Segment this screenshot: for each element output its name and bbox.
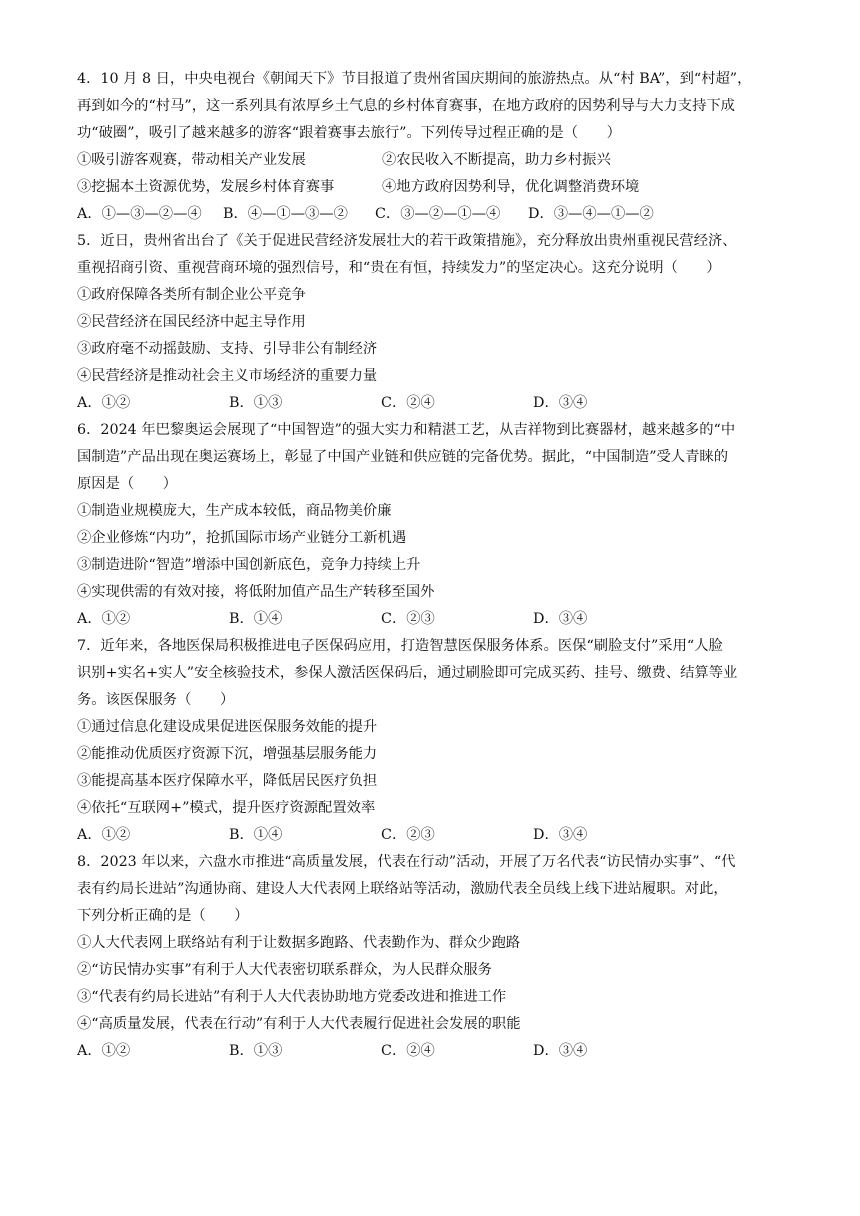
question-stem-line: 下列分析正确的是（ ）	[77, 908, 249, 924]
statement-item: ①人大代表网上联络站有利于让数据多跑路、代表勤作为、群众少跑路	[77, 935, 521, 951]
option-a: A．①②	[77, 827, 131, 843]
statement-item: ③制造进阶“智造”增添中国创新底色，竞争力持续上升	[77, 557, 421, 573]
answer-options	[77, 390, 787, 417]
option-d: D．③④	[533, 827, 588, 843]
exam-page	[77, 66, 787, 1065]
question-stem-line: 重视招商引资、重视营商环境的强烈信号，和“贵在有恒，持续发力”的坚定决心。这充分说明（ ）	[77, 260, 721, 276]
statement-item: ①政府保障各类所有制企业公平竞争	[77, 287, 306, 303]
statement-row	[77, 174, 787, 201]
answer-options	[77, 822, 787, 849]
option-b: B．①③	[229, 395, 283, 411]
option-a: A．①②	[77, 611, 131, 627]
statement-item: ④依托“互联网+”模式，提升医疗资源配置效率	[77, 800, 376, 816]
statement-item: ③能提高基本医疗保障水平，降低居民医疗负担	[77, 773, 378, 789]
option-c: C．②③	[381, 611, 435, 627]
statement-item: ①通过信息化建设成果促进医保服务效能的提升	[77, 719, 378, 735]
question-stem-line: 4．10 月 8 日，中央电视台《朝闻天下》节目报道了贵州省国庆期间的旅游热点。从“村 BA”，到“村超”，	[77, 71, 752, 87]
option-d: D．③④	[533, 611, 588, 627]
question-5	[77, 228, 787, 417]
option-c: C．②④	[381, 395, 435, 411]
answer-options	[77, 606, 787, 633]
statement-item: ③挖掘本土资源优势，发展乡村体育赛事	[77, 179, 335, 195]
option-a: A．①②	[77, 1043, 131, 1059]
statement-item: ②“访民情办实事”有利于人大代表密切联系群众，为人民群众服务	[77, 962, 492, 978]
option-b: B．①④	[229, 827, 283, 843]
question-8	[77, 849, 787, 1065]
option-c: C．②④	[381, 1043, 435, 1059]
option-d: D．③④	[533, 395, 588, 411]
question-stem-line: 务。该医保服务（ ）	[77, 692, 235, 708]
statement-item: ②能推动优质医疗资源下沉，增强基层服务能力	[77, 746, 378, 762]
option-b: B．①③	[229, 1043, 283, 1059]
statement-item: ②农民收入不断提高，助力乡村振兴	[382, 152, 611, 168]
statement-row	[77, 147, 787, 174]
answer-options	[77, 201, 787, 228]
question-4	[77, 66, 787, 228]
option-d: D．③④	[533, 1043, 588, 1059]
question-stem-line: 表有约局长进站”沟通协商、建设人大代表网上联络站等活动，激励代表全员线上线下进站履职。对此，	[77, 881, 728, 897]
statement-item: ②民营经济在国民经济中起主导作用	[77, 314, 306, 330]
question-stem-line: 功“破圈”，吸引了越来越多的游客“跟着赛事去旅行”。下列传导过程正确的是（ ）	[77, 125, 621, 141]
question-stem-line: 原因是（ ）	[77, 476, 178, 492]
statement-item: ④地方政府因势利导，优化调整消费环境	[382, 179, 640, 195]
statement-item: ④“高质量发展，代表在行动”有利于人大代表履行促进社会发展的职能	[77, 1016, 521, 1032]
option-b: B．④—①—③—②	[223, 206, 348, 222]
option-a: A．①②	[77, 395, 131, 411]
statement-item: ①制造业规模庞大，生产成本较低，商品物美价廉	[77, 503, 392, 519]
statement-item: ③“代表有约局长进站”有利于人大代表协助地方党委改进和推进工作	[77, 989, 507, 1005]
question-stem-line: 再到如今的“村马”，这一系列具有浓厚乡土气息的乡村体育赛事，在地方政府的因势利导与大力支持下成	[77, 98, 735, 114]
option-d: D．③—④—①—②	[528, 206, 654, 222]
statement-item: ④民营经济是推动社会主义市场经济的重要力量	[77, 368, 378, 384]
statement-item: ③政府毫不动摇鼓励、支持、引导非公有制经济	[77, 341, 378, 357]
question-stem-line: 5．近日，贵州省出台了《关于促进民营经济发展壮大的若干政策措施》，充分释放出贵州重视民营经济、	[77, 233, 737, 249]
option-c: C．③—②—①—④	[375, 206, 501, 222]
statement-item: ④实现供需的有效对接，将低附加值产品生产转移至国外	[77, 584, 435, 600]
question-stem-line: 国制造”产品出现在奥运赛场上，彰显了中国产业链和供应链的完备优势。据此，“中国制造”受人青睐的	[77, 449, 728, 465]
statement-item: ①吸引游客观赛，带动相关产业发展	[77, 152, 306, 168]
option-a: A．①—③—②—④	[77, 206, 202, 222]
option-c: C．②③	[381, 827, 435, 843]
question-7	[77, 633, 787, 849]
statement-item: ②企业修炼“内功”，抢抓国际市场产业链分工新机遇	[77, 530, 407, 546]
question-6	[77, 417, 787, 633]
question-stem-line: 6．2024 年巴黎奥运会展现了“中国智造”的强大实力和精湛工艺，从吉祥物到比赛器材，越来越多的“中	[77, 422, 736, 438]
question-stem-line: 8．2023 年以来，六盘水市推进“高质量发展，代表在行动”活动，开展了万名代表“访民情办实事”、“代	[77, 854, 736, 870]
answer-options	[77, 1038, 787, 1065]
option-b: B．①④	[229, 611, 283, 627]
question-stem-line: 识别+实名+实人”安全核验技术，参保人激活医保码后，通过刷脸即可完成买药、挂号、缴费、结算等业	[77, 665, 738, 681]
question-stem-line: 7．近年来，各地医保局积极推进电子医保码应用，打造智慧医保服务体系。医保“刷脸支付”采用“人脸	[77, 638, 723, 654]
